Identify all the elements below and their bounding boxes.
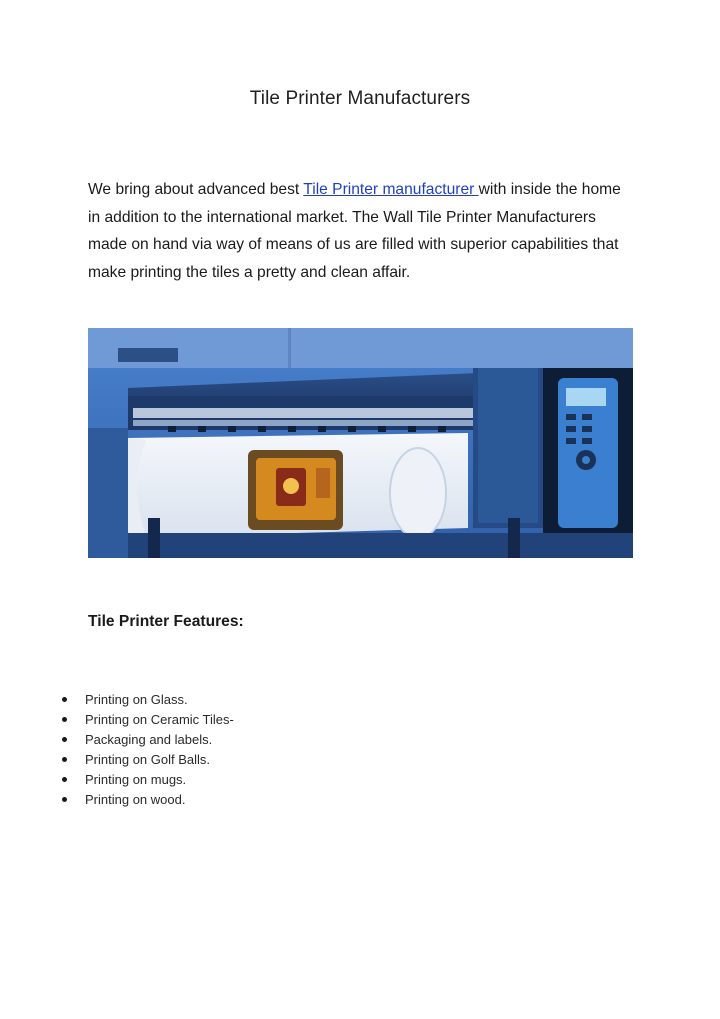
bullet-icon (62, 697, 67, 702)
large-format-printer-illustration (88, 328, 633, 558)
bullet-icon (62, 717, 67, 722)
feature-text: Printing on Ceramic Tiles- (85, 711, 234, 727)
list-item (62, 790, 234, 810)
features-list (62, 690, 234, 809)
intro-paragraph (88, 176, 628, 286)
feature-text: Printing on mugs. (85, 771, 187, 787)
list-item (62, 750, 234, 770)
intro-text-end: with inside the home in addition to the international market. The Wall Tile Printer Manufacturers made on hand via way of means of us are filled with superior capabilities that make printing the tiles a pretty and clean affair. (88, 181, 621, 281)
list-item (62, 690, 234, 710)
printer-photo (88, 328, 633, 558)
feature-text: Printing on Glass. (85, 692, 188, 707)
feature-text: Printing on wood. (85, 791, 186, 807)
list-item (62, 710, 234, 730)
bullet-icon (62, 777, 67, 782)
page-title: Tile Printer Manufacturers (249, 88, 471, 109)
list-item (62, 770, 234, 790)
tile-printer-manufacturer-link[interactable]: Tile Printer manufacturer (303, 181, 479, 198)
bullet-icon (62, 757, 67, 762)
feature-text: Packaging and labels. (85, 731, 213, 747)
features-heading: Tile Printer Features: (88, 613, 244, 630)
intro-text-start: We bring about advanced best (88, 181, 304, 198)
feature-text: Printing on Golf Balls. (85, 751, 211, 767)
bullet-icon (62, 797, 67, 802)
list-item (62, 730, 234, 750)
bullet-icon (62, 737, 67, 742)
